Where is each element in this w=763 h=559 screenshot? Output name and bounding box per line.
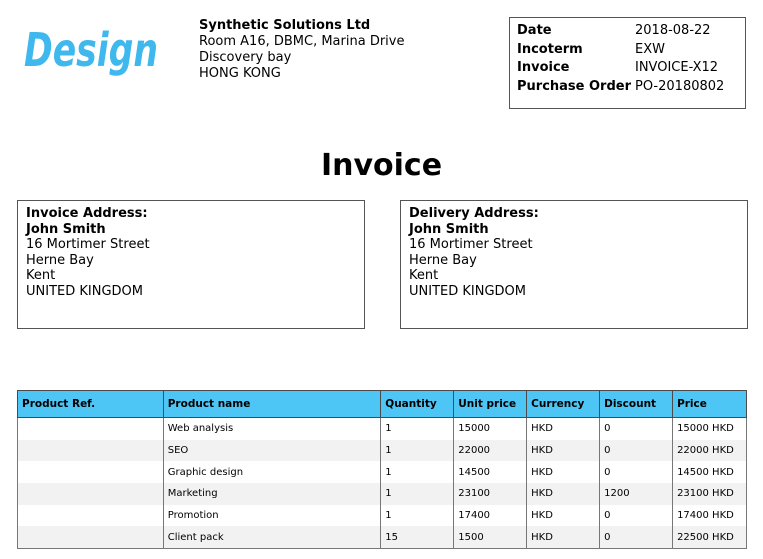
cell-product-ref [18, 461, 164, 483]
delivery-address-line: 16 Mortimer Street [409, 237, 533, 253]
cell-discount: 0 [600, 526, 673, 548]
cell-discount: 0 [600, 440, 673, 462]
cell-discount: 0 [600, 505, 673, 527]
invoice-meta-box [509, 17, 746, 109]
invoice-address-box [17, 200, 365, 329]
company-address-line: HONG KONG [199, 66, 281, 81]
table-row [18, 440, 747, 462]
meta-row-invoice [517, 59, 738, 78]
cell-product-ref [18, 418, 164, 440]
page-title: Invoice [320, 148, 443, 183]
table-row [18, 418, 747, 440]
cell-product-ref [18, 483, 164, 505]
cell-price: 15000 HKD [673, 418, 747, 440]
invoice-address-name: John Smith [26, 221, 106, 237]
cell-product-ref [18, 505, 164, 527]
delivery-address-line: Kent [409, 268, 439, 284]
cell-quantity: 1 [381, 505, 454, 527]
column-header-product-name: Product name [163, 391, 381, 418]
invoice-address-line: 16 Mortimer Street [26, 237, 150, 253]
meta-value: EXW [635, 41, 665, 57]
cell-unit-price: 23100 [454, 483, 527, 505]
cell-price: 14500 HKD [673, 461, 747, 483]
column-header-currency: Currency [527, 391, 600, 418]
cell-product-ref [18, 440, 164, 462]
invoice-address-heading: Invoice Address: [26, 206, 148, 221]
table-row [18, 526, 747, 548]
cell-unit-price: 1500 [454, 526, 527, 548]
cell-product-name: Marketing [163, 483, 381, 505]
cell-quantity: 1 [381, 418, 454, 440]
meta-value: INVOICE-X12 [635, 60, 719, 75]
table-header-row [18, 391, 747, 418]
delivery-address-line: Herne Bay [409, 252, 477, 268]
cell-currency: HKD [527, 461, 600, 483]
column-header-discount: Discount [600, 391, 673, 418]
cell-quantity: 1 [381, 483, 454, 505]
cell-price: 22000 HKD [673, 440, 747, 462]
cell-product-name: Graphic design [163, 461, 381, 483]
invoice-address-line: UNITED KINGDOM [26, 283, 143, 299]
logo-text: Design [24, 23, 158, 77]
cell-product-name: SEO [163, 440, 381, 462]
cell-unit-price: 22000 [454, 440, 527, 462]
cell-unit-price: 17400 [454, 505, 527, 527]
meta-value: PO-20180802 [635, 78, 725, 94]
delivery-address-name: John Smith [409, 221, 489, 237]
delivery-address-line: UNITED KINGDOM [409, 283, 526, 299]
cell-product-name: Promotion [163, 505, 381, 527]
cell-quantity: 1 [381, 461, 454, 483]
meta-key: Invoice [517, 60, 570, 75]
cell-currency: HKD [527, 483, 600, 505]
column-header-product-ref: Product Ref. [18, 391, 164, 418]
cell-price: 23100 HKD [673, 483, 747, 505]
column-header-unit-price: Unit price [454, 391, 527, 418]
line-items-table [17, 390, 747, 549]
cell-quantity: 15 [381, 526, 454, 548]
table-row [18, 461, 747, 483]
delivery-address-heading: Delivery Address: [409, 206, 539, 221]
cell-product-name: Client pack [163, 526, 381, 548]
cell-currency: HKD [527, 526, 600, 548]
cell-product-name: Web analysis [163, 418, 381, 440]
meta-row-purchase-order [517, 78, 738, 97]
cell-discount: 1200 [600, 483, 673, 505]
invoice-address-line: Herne Bay [26, 252, 94, 268]
cell-discount: 0 [600, 461, 673, 483]
delivery-address-box [400, 200, 748, 329]
table-row [18, 483, 747, 505]
meta-key: Purchase Order [517, 78, 632, 94]
cell-currency: HKD [527, 418, 600, 440]
invoice-address-line: Kent [26, 268, 56, 284]
design-logo [22, 14, 162, 94]
cell-currency: HKD [527, 440, 600, 462]
table-row [18, 505, 747, 527]
company-address-line: Room A16, DBMC, Marina Drive [199, 34, 405, 49]
meta-row-incoterm [517, 41, 738, 60]
meta-key: Date [517, 23, 552, 38]
cell-price: 22500 HKD [673, 526, 747, 548]
cell-quantity: 1 [381, 440, 454, 462]
column-header-quantity: Quantity [381, 391, 454, 418]
meta-row-date [517, 22, 738, 41]
company-address-line: Discovery bay [199, 50, 292, 65]
company-name: Synthetic Solutions Ltd [199, 18, 371, 33]
meta-value: 2018-08-22 [635, 23, 711, 38]
cell-unit-price: 14500 [454, 461, 527, 483]
cell-discount: 0 [600, 418, 673, 440]
cell-unit-price: 15000 [454, 418, 527, 440]
cell-product-ref [18, 526, 164, 548]
column-header-price: Price [673, 391, 747, 418]
company-block [199, 18, 404, 82]
cell-currency: HKD [527, 505, 600, 527]
cell-price: 17400 HKD [673, 505, 747, 527]
meta-key: Incoterm [517, 41, 583, 57]
